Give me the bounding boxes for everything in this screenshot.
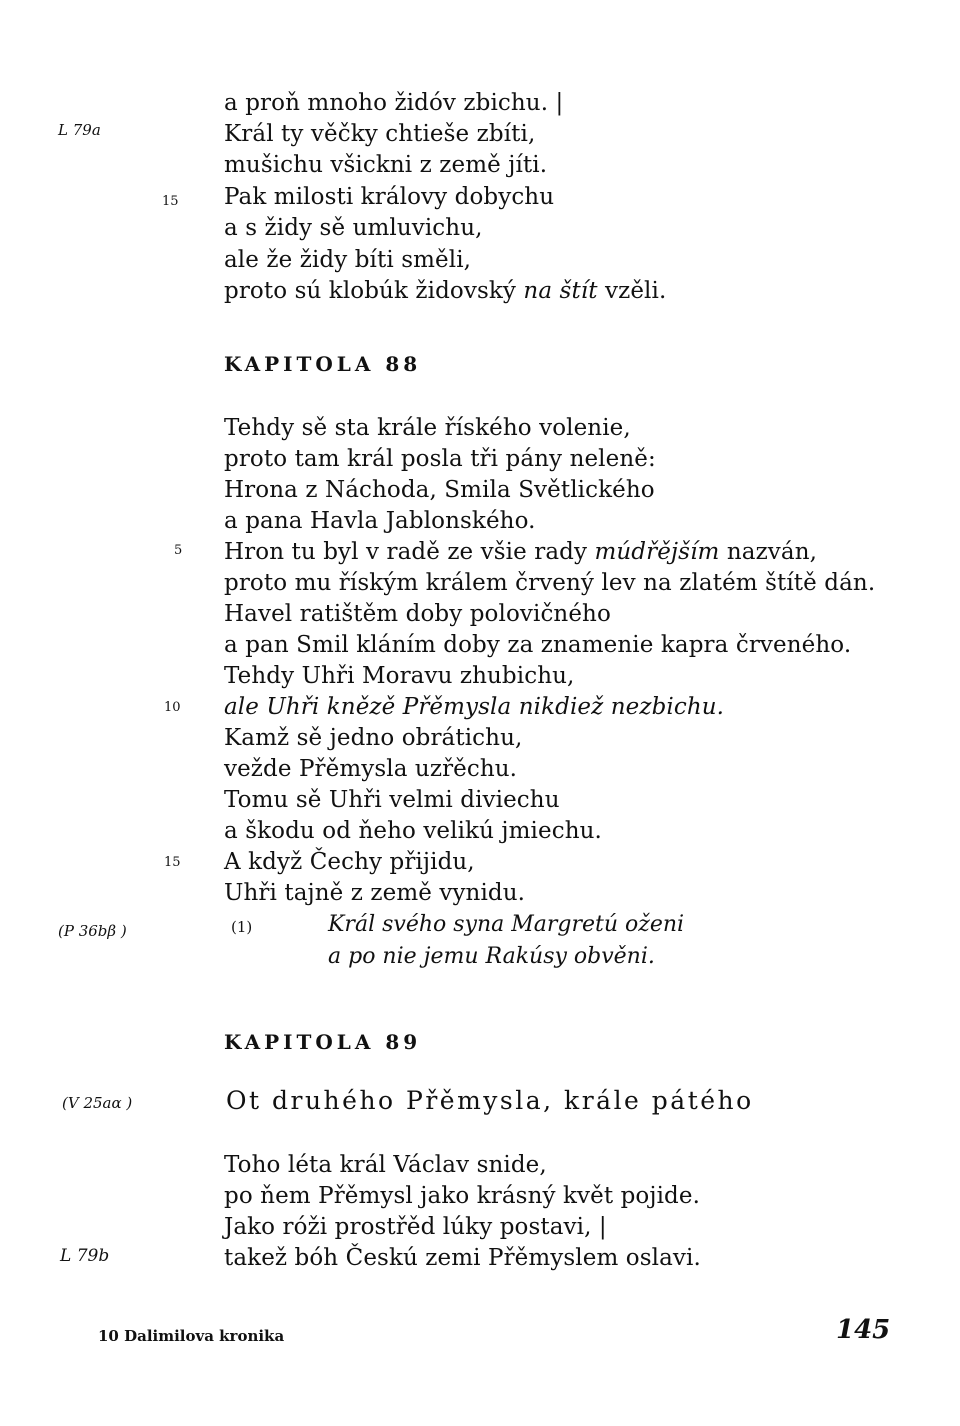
verse-line: Jako róži prostřěd lúky postavi, | [224,1214,607,1240]
chapter-89-heading: KAPITOLA 89 [224,1030,422,1054]
verse-line: Toho léta král Václav snide, [224,1152,547,1178]
verse-italic: múdřějším [594,539,720,565]
verse-line: takež bóh Českú zemi Přěmyslem oslavi. [224,1245,701,1271]
page-number: 145 [836,1315,891,1345]
verse-line: po ňem Přěmysl jako krásný květ pojide. [224,1183,700,1209]
verse-line: a pana Havla Jablonského. [224,508,536,534]
margin-ref-l79b: L 79b [60,1246,110,1266]
margin-ref-p36b: (P 36bβ ) [58,922,127,940]
line-number-10: 10 [164,700,181,715]
verse-line: a s židy sě umluvichu, [224,215,483,241]
line-number-15: 15 [162,194,179,209]
verse-line: Havel ratištěm doby polovičného [224,601,611,627]
verse-line-italic: ale Uhři knězě Přěmysla nikdiež nezbichu. [224,694,725,720]
verse-line [224,276,666,306]
verse-text: proto sú klobúk židovský [224,278,524,304]
verse-line: Pak milosti královy dobychu [224,184,555,210]
chapter-88-heading: KAPITOLA 88 [224,352,422,376]
verse-line: proto mu říským králem črvený lev na zlatém štítě dán. [224,570,876,596]
verse-line: a pan Smil kláním doby za znamenie kapra črveného. [224,632,852,658]
verse-line: a proň mnoho židóv zbichu. | [224,90,564,116]
verse-line: Tehdy Uhři Moravu zhubichu, [224,663,575,689]
verse-line: proto tam král posla tři pány neleně: [224,446,656,472]
margin-ref-v25a: (V 25aα ) [62,1094,133,1112]
verse-text: vzěli. [597,278,667,304]
verse-text: Hron tu byl v radě ze všie rady [224,539,595,565]
line-number-5: 5 [174,543,183,558]
verse-italic: na štít [523,278,598,304]
line-number-15: 15 [164,855,181,870]
verse-line: Král ty věčky chtieše zbíti, [224,121,536,147]
verse-line: Uhři tajně z země vynidu. [224,880,526,906]
verse-line: A když Čechy přijidu, [224,849,475,875]
verse-line: Kamž sě jedno obrátichu, [224,725,523,751]
note-number: (1) [231,918,253,936]
verse-line: mušichu všickni z země jíti. [224,152,548,178]
verse-line: Tehdy sě sta krále říského volenie, [224,415,631,441]
verse-line: ale že židy bíti směli, [224,247,472,273]
verse-text: nazván, [719,539,818,565]
chapter-89-subtitle: Ot druhého Přěmysla, krále pátého [226,1086,754,1115]
verse-line [224,537,817,567]
verse-line: vežde Přěmysla uzřěchu. [224,756,518,782]
margin-ref-l79a: L 79a [58,121,101,139]
verse-line: Hrona z Náchoda, Smila Světlického [224,477,655,503]
footer-signature: 10 Dalimilova kronika [98,1327,285,1345]
verse-line: Tomu sě Uhři velmi diviechu [224,787,560,813]
note-line: Král svého syna Margretú oženi [328,912,685,937]
verse-line: a škodu od ňeho velikú jmiechu. [224,818,602,844]
note-line: a po nie jemu Rakúsy obvěni. [328,944,655,969]
